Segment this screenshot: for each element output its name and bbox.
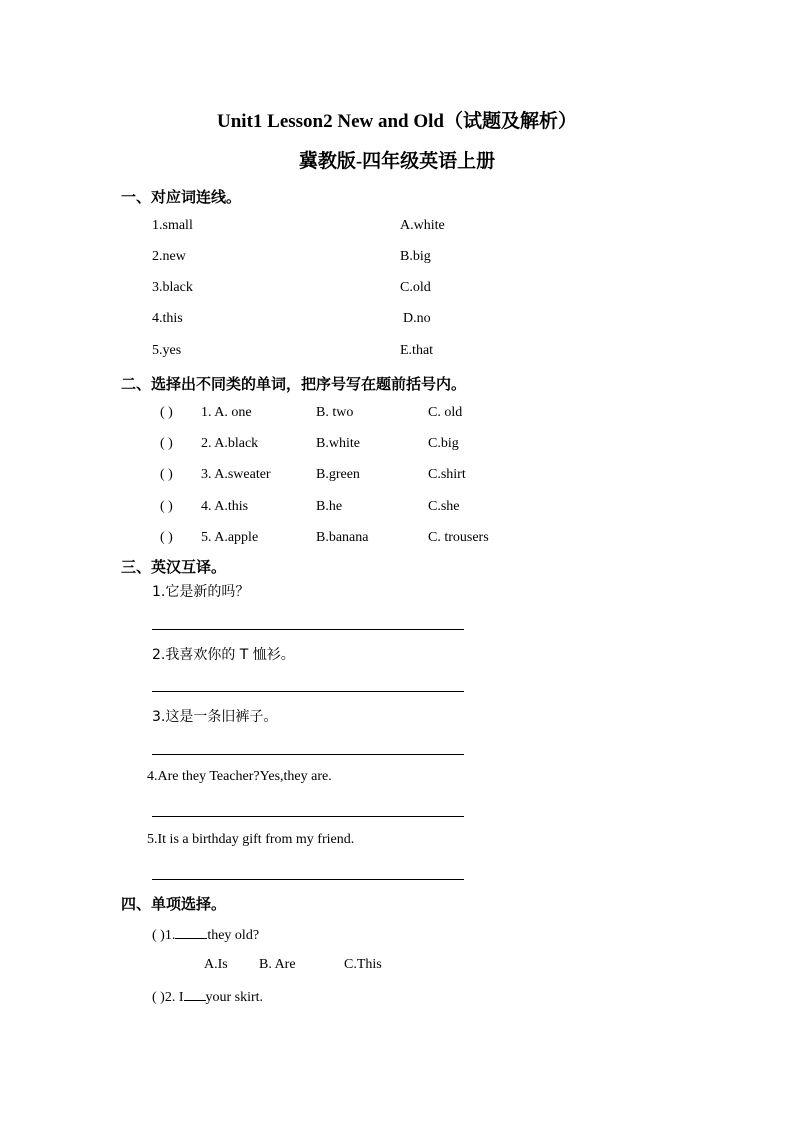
answer-bracket: ( ) <box>160 405 173 420</box>
section2-heading: 二、选择出不同类的单词，把序号写在题前括号内。 <box>121 375 467 393</box>
answer-bracket: ( ) <box>160 499 173 514</box>
translate-item-3: 3.这是一条旧裤子。 <box>152 709 278 725</box>
fill-blank <box>184 988 206 1001</box>
section3-heading: 三、英汉互译。 <box>121 558 227 576</box>
page-subtitle: 冀教版-四年级英语上册 <box>298 151 496 172</box>
mc-question-1 <box>152 926 259 944</box>
mc-1-option-b: B. Are <box>259 957 296 972</box>
answer-bracket: ( ) <box>160 436 173 451</box>
q2-2-option-c: C.big <box>428 436 459 451</box>
answer-line-2 <box>152 691 464 692</box>
section1-heading: 一、对应词连线。 <box>121 188 242 206</box>
q2-5-option-c: C. trousers <box>428 530 489 545</box>
match-left-5: 5.yes <box>152 343 182 358</box>
question-number: 2. I <box>164 990 184 1005</box>
match-left-4: 4.this <box>152 311 183 326</box>
q2-4-option-b: B.he <box>316 499 343 514</box>
match-right-b: B.big <box>400 249 431 264</box>
q2-5-option-b: B.banana <box>316 530 369 545</box>
answer-bracket: ( ) <box>152 928 165 943</box>
match-right-d: D.no <box>403 311 431 326</box>
question-text: your skirt. <box>205 990 264 1005</box>
mc-1-option-c: C.This <box>344 957 382 972</box>
q2-3-option-a: 3. A.sweater <box>201 467 271 482</box>
match-left-2: 2.new <box>152 249 186 264</box>
page-title: Unit1 Lesson2 New and Old（试题及解析） <box>217 111 577 132</box>
translate-item-1: 1.它是新的吗？ <box>152 584 250 600</box>
mc-1-option-a: A.Is <box>204 957 228 972</box>
q2-3-option-c: C.shirt <box>428 467 466 482</box>
section4-heading: 四、单项选择。 <box>121 895 227 913</box>
q2-4-option-c: C.she <box>428 499 460 514</box>
q2-1-option-a: 1. A. one <box>201 405 252 420</box>
answer-bracket: ( ) <box>160 530 173 545</box>
question-text: they old? <box>207 928 260 943</box>
q2-1-option-c: C. old <box>428 405 463 420</box>
answer-bracket: ( ) <box>152 990 165 1005</box>
q2-5-option-a: 5. A.apple <box>201 530 259 545</box>
match-right-e: E.that <box>400 343 434 358</box>
question-number: 1. <box>164 928 176 943</box>
match-right-c: C.old <box>400 280 431 295</box>
q2-1-option-b: B. two <box>316 405 354 420</box>
answer-bracket: ( ) <box>160 467 173 482</box>
q2-2-option-a: 2. A.black <box>201 436 259 451</box>
translate-item-4: 4.Are they Teacher?Yes,they are. <box>147 769 332 784</box>
fill-blank <box>175 926 207 939</box>
mc-question-2 <box>152 988 263 1006</box>
match-left-1: 1.small <box>152 218 193 233</box>
match-left-3: 3.black <box>152 280 193 295</box>
q2-3-option-b: B.green <box>316 467 360 482</box>
answer-line-5 <box>152 879 464 880</box>
match-right-a: A.white <box>400 218 445 233</box>
q2-2-option-b: B.white <box>316 436 360 451</box>
q2-4-option-a: 4. A.this <box>201 499 249 514</box>
answer-line-1 <box>152 629 464 630</box>
translate-item-5: 5.It is a birthday gift from my friend. <box>147 832 355 847</box>
answer-line-3 <box>152 754 464 755</box>
translate-item-2: 2.我喜欢你的 T 恤衫。 <box>152 647 295 663</box>
answer-line-4 <box>152 816 464 817</box>
